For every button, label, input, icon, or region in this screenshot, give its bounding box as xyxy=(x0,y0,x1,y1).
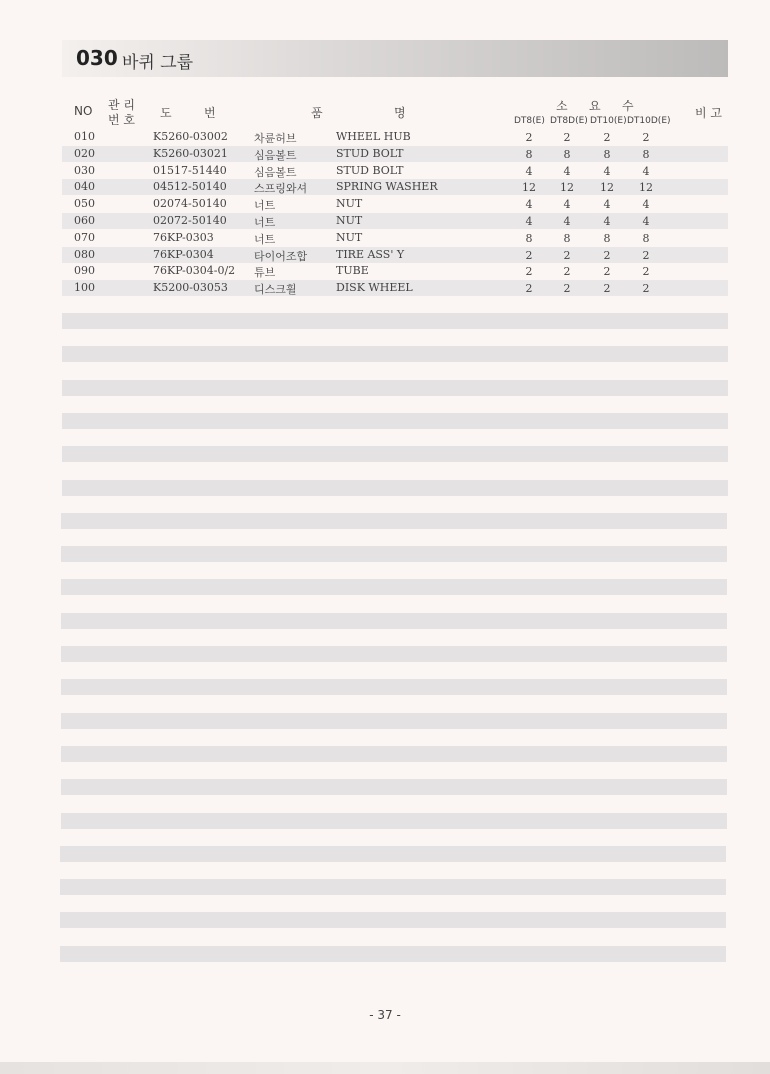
blank-row xyxy=(61,679,727,695)
header-no: NO xyxy=(74,104,93,118)
row-name-english: NUT xyxy=(336,197,363,211)
row-no: 070 xyxy=(74,230,95,244)
header-model-dt8de: DT8D(E) xyxy=(550,116,588,126)
row-qty: 2 xyxy=(603,248,611,262)
table-row xyxy=(62,163,728,179)
row-part-number: 04512-50140 xyxy=(153,180,227,194)
row-qty: 8 xyxy=(563,147,571,161)
row-qty: 2 xyxy=(525,265,533,279)
header-mgmt-line1: 관 리 xyxy=(108,98,135,112)
table-row xyxy=(62,179,728,195)
blank-row xyxy=(60,946,726,962)
row-qty: 2 xyxy=(563,248,571,262)
header-drawing-2: 번 xyxy=(204,106,216,120)
section-code: 030 xyxy=(76,46,118,70)
header-part-1: 품 xyxy=(311,106,323,120)
row-part-number: K5200-03053 xyxy=(153,281,228,295)
row-no: 040 xyxy=(74,180,95,194)
section-header xyxy=(62,40,728,77)
row-no: 030 xyxy=(74,163,95,177)
table-row xyxy=(62,129,728,145)
row-qty: 2 xyxy=(642,131,650,144)
row-qty: 2 xyxy=(642,248,650,262)
row-qty: 8 xyxy=(603,147,611,161)
row-qty: 4 xyxy=(642,198,650,212)
header-part-2: 명 xyxy=(394,106,406,120)
row-name-english: STUD BOLT xyxy=(336,163,404,177)
row-qty: 4 xyxy=(563,198,571,212)
row-qty: 12 xyxy=(522,181,536,195)
table-row xyxy=(62,230,728,246)
row-part-number: K5260-03002 xyxy=(153,130,228,143)
table-row xyxy=(62,263,728,279)
row-name-english: WHEEL HUB xyxy=(336,130,411,143)
blank-row xyxy=(61,613,727,629)
row-name-korean: 디스크휠 xyxy=(254,283,297,297)
row-part-number: 76KP-0304-0/2 xyxy=(153,264,236,278)
blank-row xyxy=(61,713,727,729)
header-qty-1: 소 xyxy=(556,99,568,113)
row-name-english: TUBE xyxy=(336,264,369,278)
row-qty: 4 xyxy=(563,215,571,228)
header-model-dt10de: DT10D(E) xyxy=(627,116,671,126)
blank-row xyxy=(61,746,727,762)
header-model-dt10e: DT10(E) xyxy=(590,116,627,126)
table-row xyxy=(62,247,728,263)
row-qty: 4 xyxy=(642,164,650,178)
row-no: 050 xyxy=(74,197,95,211)
blank-row xyxy=(61,513,727,529)
row-qty: 8 xyxy=(642,147,650,161)
row-no: 060 xyxy=(74,214,95,227)
row-no: 090 xyxy=(74,264,95,278)
header-mgmt-line2: 번 호 xyxy=(108,113,135,127)
row-name-english: TIRE ASS' Y xyxy=(336,247,405,261)
row-part-number: 02072-50140 xyxy=(153,214,227,227)
row-qty: 2 xyxy=(642,282,650,296)
row-name-korean: 스프링와셔 xyxy=(254,182,308,196)
blank-row xyxy=(62,380,728,396)
page-number: - 37 - xyxy=(369,1008,401,1022)
row-part-number: 01517-51440 xyxy=(153,163,227,177)
row-qty: 8 xyxy=(563,231,571,245)
row-qty: 8 xyxy=(525,231,533,245)
row-part-number: 02074-50140 xyxy=(153,197,227,211)
header-qty-2: 요 xyxy=(589,99,601,113)
row-name-english: SPRING WASHER xyxy=(336,180,438,194)
row-name-korean: 너트 xyxy=(254,232,276,246)
header-qty-3: 수 xyxy=(622,99,634,113)
table-row xyxy=(62,213,728,229)
row-part-number: 76KP-0303 xyxy=(153,230,214,244)
table-row xyxy=(62,146,728,162)
row-name-korean: 차륜허브 xyxy=(254,132,297,145)
row-qty: 2 xyxy=(642,265,650,279)
row-qty: 2 xyxy=(563,131,571,144)
blank-row xyxy=(61,779,727,795)
row-name-korean: 너트 xyxy=(254,199,276,213)
header-model-dt8e: DT8(E) xyxy=(514,116,545,126)
row-qty: 2 xyxy=(563,282,571,296)
row-qty: 4 xyxy=(563,164,571,178)
row-qty: 2 xyxy=(563,265,571,279)
table-row xyxy=(62,280,728,296)
row-qty: 4 xyxy=(603,215,611,228)
row-qty: 12 xyxy=(560,181,574,195)
blank-row xyxy=(60,879,726,895)
row-qty: 2 xyxy=(525,131,533,144)
header-remarks: 비 고 xyxy=(695,106,722,120)
row-qty: 2 xyxy=(603,265,611,279)
row-name-english: NUT xyxy=(336,214,363,227)
row-part-number: K5260-03021 xyxy=(153,146,228,160)
row-no: 080 xyxy=(74,247,95,261)
row-no: 020 xyxy=(74,146,95,160)
row-name-korean: 튜브 xyxy=(254,266,276,280)
row-name-korean: 너트 xyxy=(254,216,276,229)
row-no: 100 xyxy=(74,281,95,295)
row-qty: 12 xyxy=(600,181,614,195)
blank-row xyxy=(61,546,727,562)
row-qty: 4 xyxy=(525,164,533,178)
section-title: 바퀴 그룹 xyxy=(122,53,194,73)
row-qty: 2 xyxy=(603,282,611,296)
row-name-korean: 심음볼트 xyxy=(254,165,297,179)
row-name-korean: 심음볼트 xyxy=(254,148,297,162)
row-name-english: STUD BOLT xyxy=(336,146,404,160)
row-qty: 2 xyxy=(603,131,611,144)
blank-row xyxy=(60,912,726,928)
row-name-english: DISK WHEEL xyxy=(336,281,413,295)
scan-edge xyxy=(0,1062,770,1074)
row-qty: 2 xyxy=(525,248,533,262)
row-qty: 12 xyxy=(639,181,653,195)
row-qty: 8 xyxy=(525,147,533,161)
blank-row xyxy=(62,413,728,429)
row-qty: 4 xyxy=(525,198,533,212)
row-qty: 2 xyxy=(525,282,533,296)
header-drawing-1: 도 xyxy=(160,106,172,120)
row-qty: 8 xyxy=(642,231,650,245)
blank-row xyxy=(61,646,727,662)
row-qty: 4 xyxy=(525,215,533,228)
blank-row xyxy=(62,446,728,462)
table-row xyxy=(62,196,728,212)
row-qty: 8 xyxy=(603,231,611,245)
blank-row xyxy=(62,346,728,362)
blank-row xyxy=(61,579,727,595)
blank-row xyxy=(60,846,726,862)
row-no: 010 xyxy=(74,130,95,143)
row-qty: 4 xyxy=(642,215,650,228)
row-qty: 4 xyxy=(603,164,611,178)
blank-row xyxy=(61,813,727,829)
blank-row xyxy=(62,313,728,329)
row-name-english: NUT xyxy=(336,230,363,244)
row-name-korean: 타이어조합 xyxy=(254,249,308,263)
row-part-number: 76KP-0304 xyxy=(153,247,214,261)
row-qty: 4 xyxy=(603,198,611,212)
blank-row xyxy=(62,480,728,496)
